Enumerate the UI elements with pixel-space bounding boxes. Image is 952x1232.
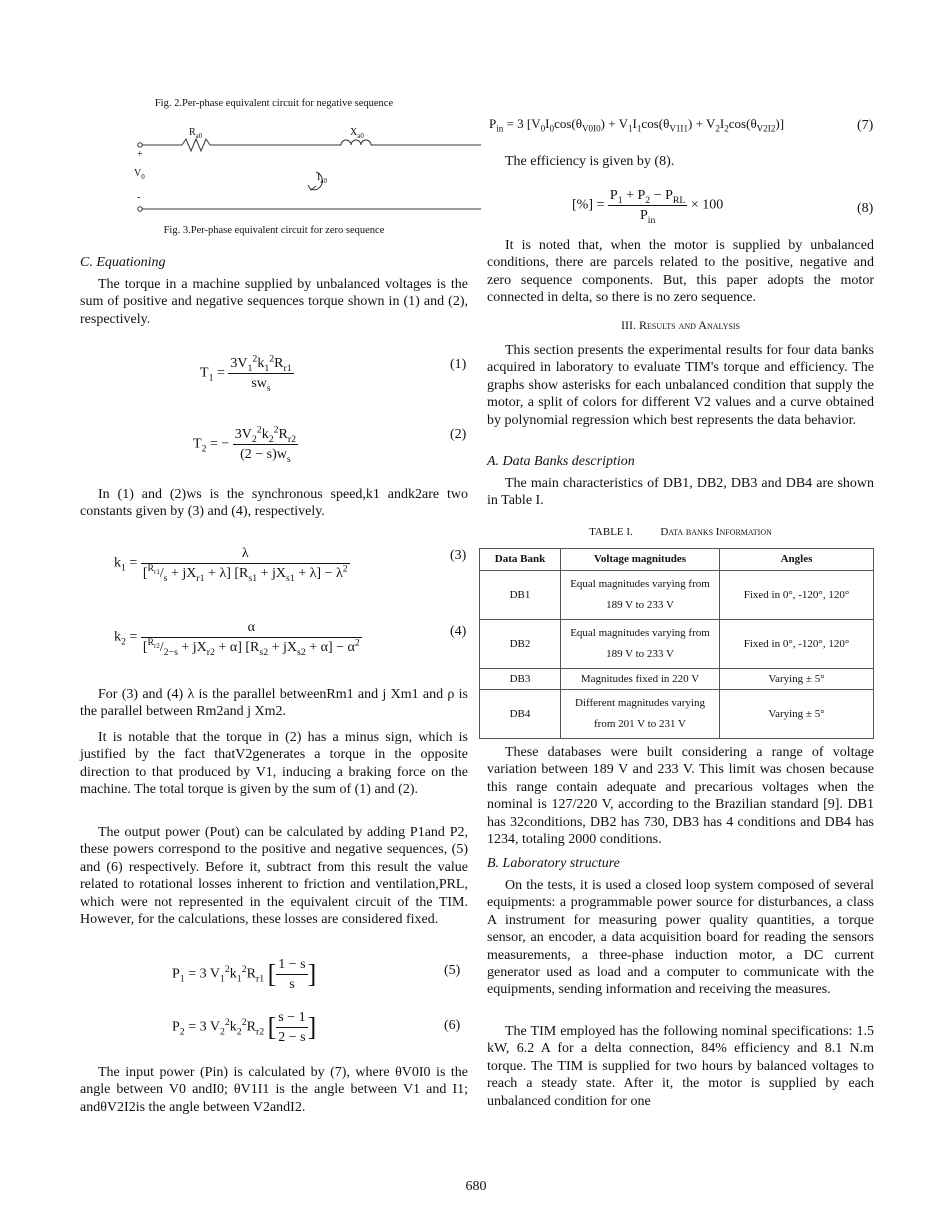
terminal-top bbox=[138, 143, 142, 147]
equation-4: $k_2$ = $\frac{\alpha}{[^{R_{r2}}/_{2-s} + jX_{r2} + \alpha] [R_{s2} + jX_{s2} + \alpha] - \alpha^2}$ bbox=[114, 620, 360, 658]
i-sub: a0 bbox=[320, 177, 327, 185]
page-number: 680 bbox=[465, 1179, 487, 1194]
r-symbol: R bbox=[189, 127, 196, 138]
paragraph-results: This section presents the experimental results for four data banks acquired in laboratory to evaluate TIM's torque and efficiency. The graphs show asterisks for each unbalanced condition that supply the motor, a split of colors for different V2 values and a curve obtained by polynomial regression which best represents the data behavior. bbox=[487, 343, 874, 428]
equation-5: $P_1 = 3$ $V_1^2k_1^2R_{r1}$ [ $\frac{1 - s}{s}$ ] bbox=[172, 957, 317, 992]
equation-6-number: (6) bbox=[444, 1018, 461, 1033]
cell-bank: DB2 bbox=[480, 620, 561, 669]
x-label bbox=[350, 127, 364, 138]
section-c-heading: C. Equationing bbox=[80, 255, 166, 270]
paragraph-tim: The TIM employed has the following nominal specifications: 1.5 kW, 6.2 A for a delta connection, 84% efficiency and 8.1 N.m torque. The TIM is supplied for two hours by balanced voltages to reach a steady state. After it, the motor is supplied by each unbalanced condition for one bbox=[487, 1024, 874, 1109]
equation-1: $T_1$ = $\frac{3V_1^2k_1^2R_{r1}}{sw_s}$ bbox=[200, 353, 292, 394]
section-b-heading: B. Laboratory structure bbox=[487, 856, 620, 871]
x-sub: a0 bbox=[357, 132, 364, 140]
equation-4-number: (4) bbox=[450, 624, 467, 639]
equation-3-number: (3) bbox=[450, 548, 467, 563]
equation-7-number: (7) bbox=[857, 118, 874, 133]
cell-angles: Varying ± 5° bbox=[720, 690, 874, 739]
x-symbol: X bbox=[350, 127, 358, 138]
cell-voltage: Magnitudes fixed in 220 V bbox=[561, 669, 720, 690]
equation-1-number: (1) bbox=[450, 357, 467, 372]
minus-sign: - bbox=[137, 192, 141, 203]
fig2-caption: Fig. 2.Per-phase equivalent circuit for negative sequence bbox=[154, 98, 394, 109]
fig3-caption: Fig. 3.Per-phase equivalent circuit for zero sequence bbox=[163, 225, 385, 236]
paragraph-minus-sign: It is notable that the torque in (2) has a minus sign, which is justified by the fact thatV2generates a torque in the opposite direction to that produced by V1, inducing a braking force on the machine. The total torque is given by the sum of (1) and (2). bbox=[80, 730, 468, 798]
equation-2-number: (2) bbox=[450, 427, 467, 442]
i-symbol: I bbox=[317, 172, 321, 183]
paragraph-lab: On the tests, it is used a closed loop system composed of several equipments: a programmable power source for disturbances, a class A instrument for measuring power quality quantities, a torque sensor, an encoder, a data acquisition board for reading the sensors measurements, a three-phase induction motor, a DC current generator used as load and a computer to communicate with the equipments, sending information and receiving the measures. bbox=[487, 878, 874, 998]
i-label bbox=[317, 172, 327, 183]
paragraph-input-power: The input power (Pin) is calculated by (7), where θV0I0 is the angle between V0 andI0; θV1I1 is the angle between V1 and I1; andθV2I2is the angle between V2andI2. bbox=[80, 1065, 468, 1115]
paragraph-databases: These databases were built considering a range of voltage variation between 189 V and 233 V. This limit was chosen because this range contain adequate and precarious voltages when the nominal is 127/220 V, according to the Brazilian standard [9]. DB1 has 32conditions, DB2 has 730, DB3 has 4 conditions and DB4 has 1234, totaling 2000 conditions. bbox=[487, 745, 874, 848]
table-row bbox=[480, 690, 874, 739]
equation-3: $k_1$ = $\frac{\lambda}{[^{R_{r1}}/_s + jX_{r1} + \lambda] [R_{s1} + jX_{s1} + \lambda] - \lambda^2}$ bbox=[114, 546, 348, 584]
paragraph-efficiency: The efficiency is given by (8). bbox=[505, 154, 675, 169]
equation-7: $P_{in} = 3$ $[V_0I_0\cos(\theta_{V0I0}) + V_1I_1\cos(\theta_{V1I1}) + V_2I_2\cos(\theta_{V2I2})]$ bbox=[489, 116, 785, 134]
cell-angles: Fixed in 0°, -120°, 120° bbox=[720, 620, 874, 669]
resistor bbox=[182, 139, 210, 151]
cell-angles: Fixed in 0°, -120°, 120° bbox=[720, 571, 874, 620]
paragraph-noted: It is noted that, when the motor is supplied by unbalanced conditions, there are parcels related to the positive, negative and zero sequence components. But, this paper adopts the motor connected in delta, so there is no zero sequence. bbox=[487, 238, 874, 306]
paragraph-output-power: The output power (Pout) can be calculated by adding P1and P2, these powers correspond to the positive and negative sequences, (5) and (6) respectively. Before it, subtract from this result the value related to rotational losses inherent to friction and ventilation,PRL, which were not represented in the equivalent circuit of the TIM. However, for the calculations, these losses are considered fixed. bbox=[80, 825, 468, 928]
cell-bank: DB1 bbox=[480, 571, 561, 620]
inductor bbox=[341, 140, 371, 145]
data-banks-table bbox=[479, 548, 874, 739]
equation-5-number: (5) bbox=[444, 963, 461, 978]
equation-8: [%] = $\frac{P_1 + P_2 - P_{RL}}{P_{in}}$ × 100 bbox=[572, 188, 724, 226]
cell-voltage: Equal magnitudes varying from 189 V to 233 V bbox=[561, 620, 720, 669]
header-angles: Angles bbox=[720, 549, 874, 571]
r-sub: a0 bbox=[195, 132, 203, 140]
cell-angles: Varying ± 5° bbox=[720, 669, 874, 690]
header-data-bank: Data Bank bbox=[480, 549, 561, 571]
plus-sign: + bbox=[137, 149, 143, 160]
header-voltage: Voltage magnitudes bbox=[561, 549, 720, 571]
table-row bbox=[480, 571, 874, 620]
v-sub: 0 bbox=[141, 173, 145, 181]
cell-bank: DB4 bbox=[480, 690, 561, 739]
cell-voltage: Equal magnitudes varying from 189 V to 233 V bbox=[561, 571, 720, 620]
cell-voltage: Different magnitudes varying from 201 V to 231 V bbox=[561, 690, 720, 739]
v-label bbox=[134, 168, 145, 179]
equation-2: $T_2$ = − $\frac{3V_2^2k_2^2R_{r2}}{(2 - s)w_s}$ bbox=[193, 424, 297, 465]
section-iii-heading: III. Results and Analysis bbox=[621, 318, 740, 332]
paragraph-ws: In (1) and (2)ws is the synchronous speed,k1 andk2are two constants given by (3) and (4), respectively. bbox=[80, 487, 468, 520]
table-row bbox=[480, 620, 874, 669]
table-header-row bbox=[480, 549, 874, 571]
v-symbol: V bbox=[134, 168, 142, 179]
cell-bank: DB3 bbox=[480, 669, 561, 690]
paragraph-torque-intro: The torque in a machine supplied by unbalanced voltages is the sum of positive and negative sequences torque shown in (1) and (2), respectively. bbox=[80, 277, 468, 327]
table-title: TABLE I. Data banks Information bbox=[589, 526, 772, 538]
current-arrowhead bbox=[308, 185, 316, 190]
equation-6: $P_2 = 3$ $V_2^2k_2^2R_{r2}$ [ $\frac{s - 1}{2 - s}$ ] bbox=[172, 1010, 317, 1045]
equation-8-number: (8) bbox=[857, 201, 874, 216]
paragraph-lambda: For (3) and (4) λ is the parallel betweenRm1 and j Xm1 and ρ is the parallel between Rm2and j Xm2. bbox=[80, 687, 468, 720]
section-a-heading: A. Data Banks description bbox=[487, 454, 635, 469]
table-row bbox=[480, 669, 874, 690]
r-label bbox=[189, 127, 202, 138]
paragraph-banks: The main characteristics of DB1, DB2, DB3 and DB4 are shown in Table I. bbox=[487, 476, 874, 509]
terminal-bottom bbox=[138, 207, 142, 211]
zero-sequence-circuit bbox=[136, 124, 481, 224]
